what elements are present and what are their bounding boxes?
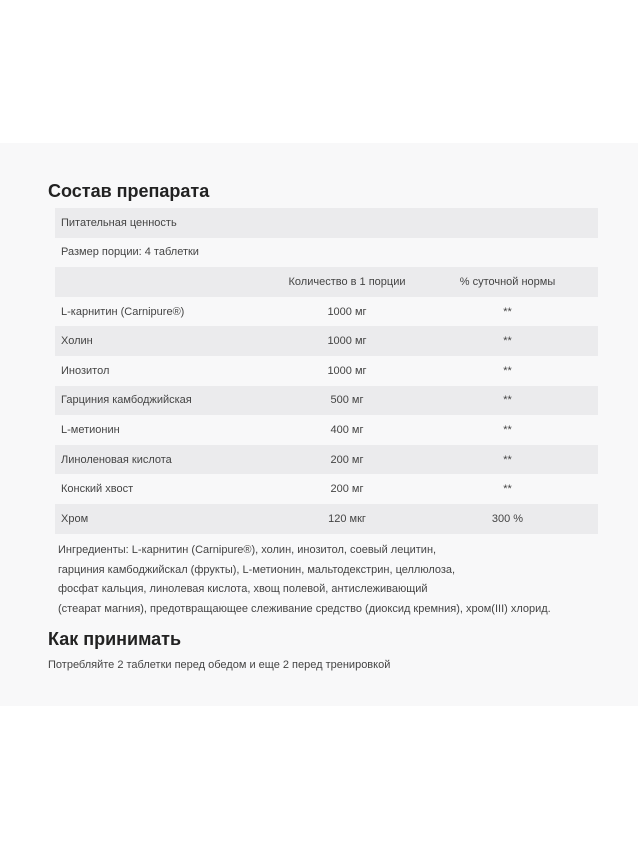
row-daily: ** bbox=[503, 335, 512, 348]
row-daily: ** bbox=[503, 394, 512, 407]
row-daily: ** bbox=[503, 453, 512, 466]
table-row bbox=[55, 297, 598, 327]
ingredients-text bbox=[58, 541, 598, 620]
row-amount: 120 мкг bbox=[328, 512, 366, 525]
usage-text: Потребляйте 2 таблетки перед обедом и еще 2 перед тренировкой bbox=[48, 659, 391, 671]
row-name: Хром bbox=[61, 512, 89, 525]
ingredients-line: гарциния камбоджийскал (фрукты), L-метионин, мальтодекстрин, целлюлоза, bbox=[58, 563, 456, 576]
ingredients-line: фосфат кальция, линолевая кислота, хвощ полевой, антислеживающий bbox=[58, 583, 428, 596]
header-amount: Количество в 1 порции bbox=[288, 275, 406, 288]
row-daily: ** bbox=[503, 423, 512, 436]
usage-title: Как принимать bbox=[48, 629, 182, 649]
row-name: Линоленовая кислота bbox=[61, 453, 172, 466]
row-daily: ** bbox=[503, 305, 512, 318]
row-name: L-карнитин (Carnipure®) bbox=[61, 305, 185, 318]
table-row bbox=[55, 474, 598, 504]
row-amount: 200 мг bbox=[330, 453, 364, 466]
header-daily: % суточной нормы bbox=[459, 275, 556, 288]
row-name: Инозитол bbox=[61, 364, 110, 377]
product-info-panel bbox=[0, 143, 638, 706]
table-row bbox=[55, 445, 598, 475]
row-amount: 200 мг bbox=[330, 483, 364, 496]
row-amount: 1000 мг bbox=[327, 335, 367, 348]
table-row bbox=[55, 356, 598, 386]
table-row bbox=[55, 504, 598, 534]
ingredients-line: Ингредиенты: L-карнитин (Carnipure®), холин, инозитол, соевый лецитин, bbox=[58, 544, 437, 556]
row-amount: 500 мг bbox=[330, 394, 364, 407]
serving-size-row bbox=[55, 238, 598, 268]
nutrition-label: Питательная ценность bbox=[61, 216, 177, 229]
composition-title: Состав препарата bbox=[48, 181, 210, 201]
table-row bbox=[55, 386, 598, 416]
row-name: L-метионин bbox=[61, 423, 120, 436]
row-daily: ** bbox=[503, 364, 512, 377]
row-daily: 300 % bbox=[491, 512, 524, 525]
nutrition-table bbox=[55, 208, 598, 534]
table-row bbox=[55, 326, 598, 356]
row-name: Гарциния камбоджийская bbox=[61, 394, 192, 407]
table-row bbox=[55, 415, 598, 445]
row-daily: ** bbox=[503, 483, 512, 496]
table-header-row bbox=[55, 267, 598, 297]
row-name: Холин bbox=[61, 335, 93, 348]
row-name: Конский хвост bbox=[61, 483, 134, 496]
row-amount: 1000 мг bbox=[327, 305, 367, 318]
row-amount: 400 мг bbox=[330, 423, 364, 436]
ingredients-line: (стеарат магния), предотвращающее слеживание средство (диоксид кремния), хром(III) хлорид. bbox=[58, 603, 551, 616]
serving-size: Размер порции: 4 таблетки bbox=[61, 246, 199, 259]
row-amount: 1000 мг bbox=[327, 364, 367, 377]
nutrition-label-row bbox=[55, 208, 598, 238]
